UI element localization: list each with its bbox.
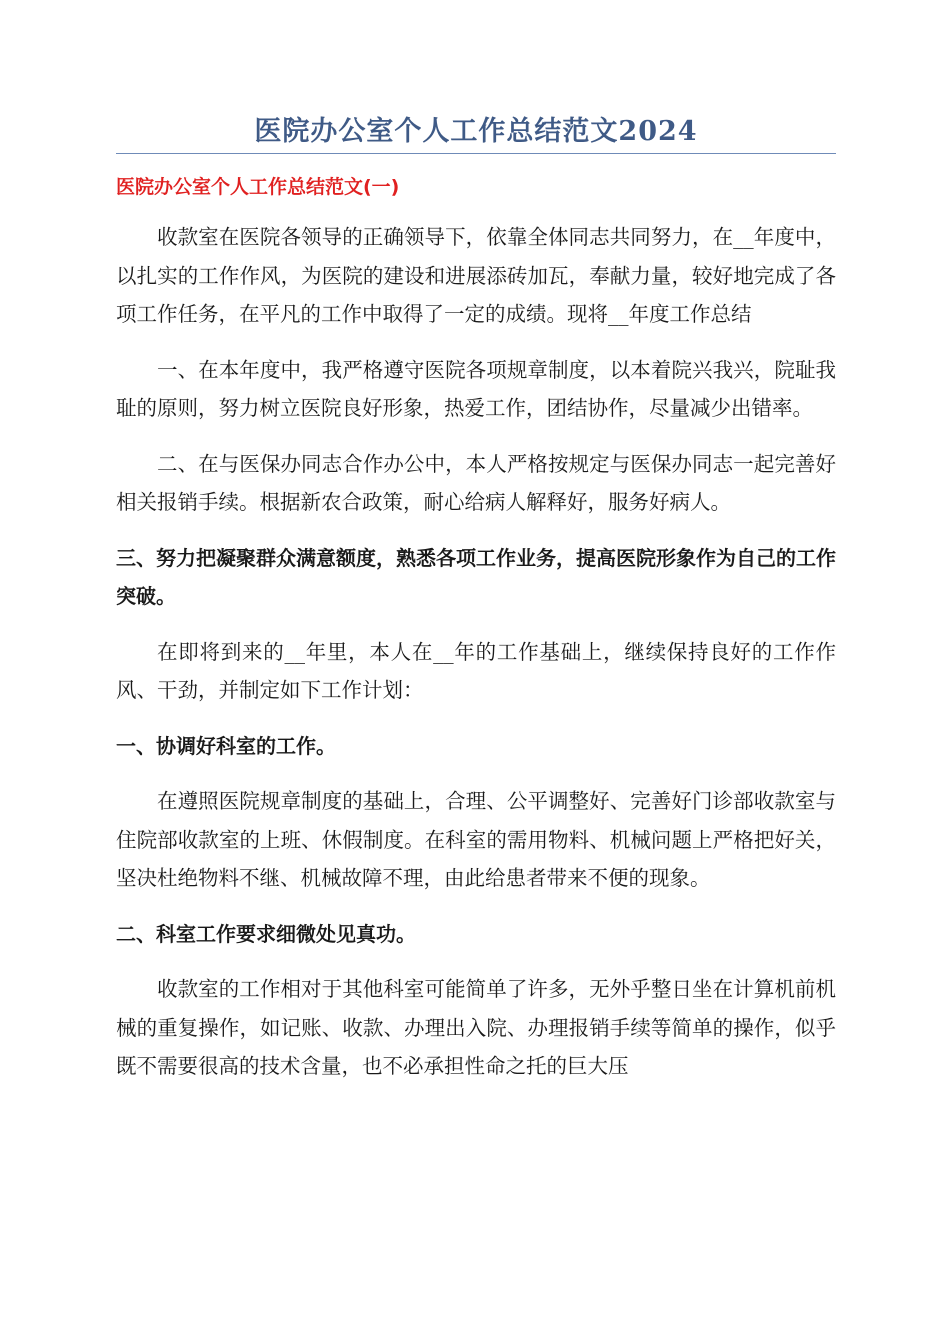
bold-subheading: 二、科室工作要求细微处见真功。 (116, 921, 416, 946)
document-title: 医院办公室个人工作总结范文2024 (254, 116, 698, 147)
section-heading: 医院办公室个人工作总结范文(一) (116, 176, 400, 198)
body-paragraph: 在即将到来的__年里，本人在__年的工作基础上，继续保持良好的工作作风、干劲，并制定如下工作计划： (116, 639, 836, 702)
body-paragraph: 在遵照医院规章制度的基础上，合理、公平调整好、完善好门诊部收款室与住院部收款室的上班、休假制度。在科室的需用物料、机械问题上严格把好关，坚决杜绝物料不继、机械故障不理，由此给患者带来不便的现象。 (116, 789, 836, 890)
body-paragraph: 一、在本年度中，我严格遵守医院各项规章制度，以本着院兴我兴，院耻我耻的原则，努力树立医院良好形象，热爱工作，团结协作，尽量减少出错率。 (116, 357, 836, 420)
body-paragraph: 收款室在医院各领导的正确领导下，依靠全体同志共同努力，在__年度中，以扎实的工作作风，为医院的建设和进展添砖加瓦，奉献力量，较好地完成了各项工作任务，在平凡的工作中取得了一定的成绩。现将__年度工作总结 (116, 225, 836, 326)
title-divider (116, 153, 836, 154)
bold-subheading: 三、努力把凝聚群众满意额度，熟悉各项工作业务，提高医院形象作为自己的工作突破。 (116, 545, 836, 608)
bold-subheading: 一、协调好科室的工作。 (116, 733, 336, 758)
document-page (116, 112, 836, 1103)
body-paragraph: 二、在与医保办同志合作办公中，本人严格按规定与医保办同志一起完善好相关报销手续。根据新农合政策，耐心给病人解释好，服务好病人。 (116, 451, 836, 514)
body-paragraph: 收款室的工作相对于其他科室可能简单了许多，无外乎整日坐在计算机前机械的重复操作，如记账、收款、办理出入院、办理报销手续等简单的操作，似乎既不需要很高的技术含量，也不必承担性命之托的巨大压 (116, 977, 836, 1078)
